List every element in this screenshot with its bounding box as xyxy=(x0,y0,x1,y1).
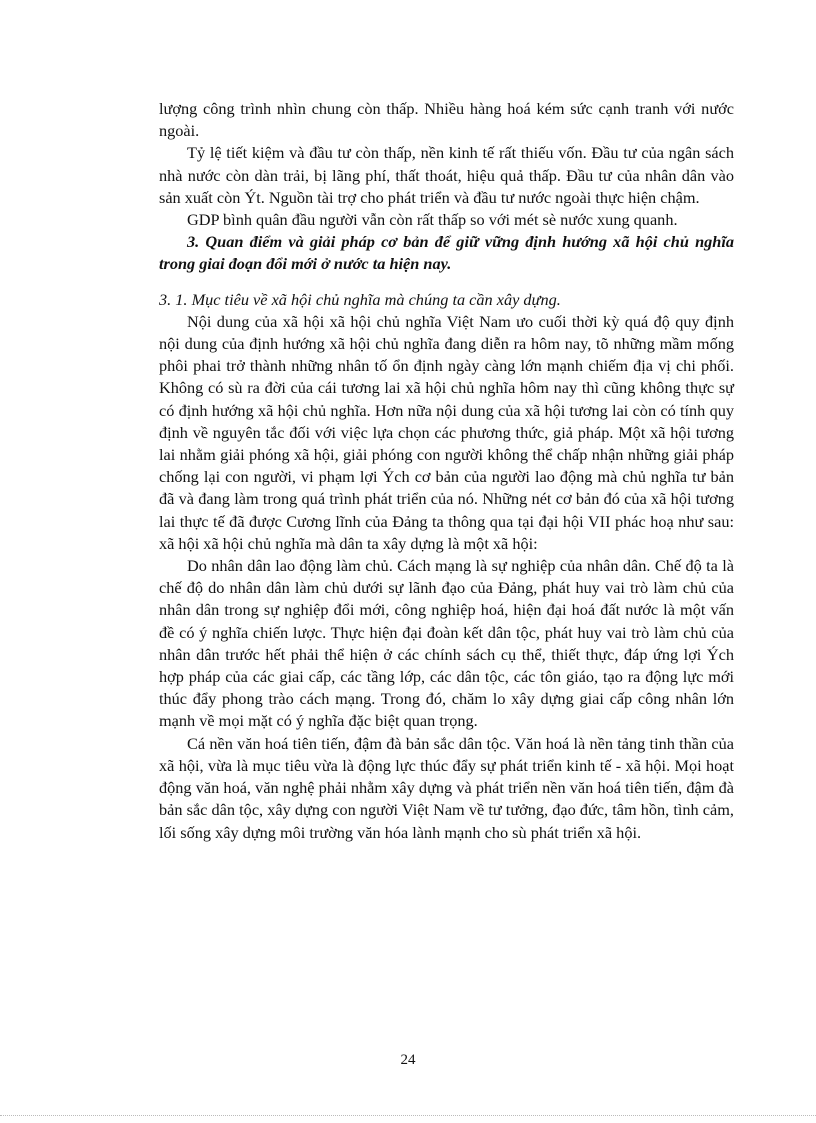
paragraph: Do nhân dân lao động làm chủ. Cách mạng là sự nghiệp của nhân dân. Chế độ ta là chế độ do nhân dân làm chủ dưới sự lãnh đạo của Đảng, phát huy vai trò làm chủ của nhân dân trong sự nghiệp đổi mới, công nghiệp hoá, hiện đại hoá đất nước là một vấn đề có ý nghĩa chiến lược. Thực hiện đại đoàn kết dân tộc, phát huy vai trò làm chủ của nhân dân trước hết phải thể hiện ở các chính sách cụ thể, thiết thực, đáp ứng lợi Ých hợp pháp của các giai cấp, các tầng lớp, các dân tộc, các tôn giáo, tạo ra động lực mới thúc đẩy phong trào cách mạng. Trong đó, chăm lo xây dựng giai cấp công nhân lớn mạnh về mọi mặt có ý nghĩa đặc biệt quan trọng. xyxy=(159,556,734,731)
paragraph: Tỷ lệ tiết kiệm và đầu tư còn thấp, nền kinh tế rất thiếu vốn. Đầu tư của ngân sách nhà nước còn dàn trải, bị lãng phí, thất thoát, hiệu quả thấp. Đầu tư của nhân dân vào sản xuất còn Ýt. Nguồn tài trợ cho phát triển và đầu tư nước ngoài thực hiện chậm. xyxy=(159,143,734,207)
body-text xyxy=(159,98,734,844)
paragraph: Cá nền văn hoá tiên tiến, đậm đà bản sắc dân tộc. Văn hoá là nền tảng tinh thần của xã hội, vừa là mục tiêu vừa là động lực thúc đẩy sự phát triển kinh tế - xã hội. Mọi hoạt động văn hoá, văn nghệ phải nhằm xây dựng và phát triển nền văn hoá tiên tiến, đậm đà bản sắc dân tộc, xây dựng con người Việt Nam về tư tưởng, đạo đức, tâm hồn, tình cảm, lối sống xây dựng môi trường văn hóa lành mạnh cho sù phát triển xã hội. xyxy=(159,733,734,842)
subsection-heading: 3. 1. Mục tiêu về xã hội chủ nghĩa mà chúng ta cần xây dựng. xyxy=(159,289,561,309)
section-heading: 3. Quan điểm và giải pháp cơ bản để giữ vững định hướng xã hội chủ nghĩa trong giai đoạn đổi mới ở nước ta hiện nay. xyxy=(159,232,734,274)
paragraph: lượng công trình nhìn chung còn thấp. Nhiều hàng hoá kém sức cạnh tranh với nước ngoài. xyxy=(159,99,734,141)
paragraph: GDP bình quân đầu người vẫn còn rất thấp so với mét sè nước xung quanh. xyxy=(187,210,678,230)
page-bottom-divider xyxy=(0,1115,816,1116)
page-number: 24 xyxy=(400,1052,416,1068)
paragraph: Nội dung của xã hội xã hội chủ nghĩa Việt Nam ưo cuối thời kỳ quá độ quy định nội dung của định hướng xã hội chủ nghĩa đang diễn ra hôm nay, tõ những mầm mống phôi phai trở thành những nhân tố ổn định ngày càng lớn mạnh chiếm địa vị chi phối. Không có sù ra đời của cái tương lai xã hội chủ nghĩa hôm nay thì cũng không thực sự có định hướng xã hội chủ nghĩa. Hơn nữa nội dung của xã hội tương lai còn có tính quy định về nguyên tắc đối với việc lựa chọn các phương thức, giả pháp. Một xã hội tương lai nhằm giải phóng xã hội, giải phóng con người không thể chấp nhận những giải pháp chống lại con người, vi phạm lợi Ých cơ bản của người lao động mà chủ nghĩa tư bản đã và đang làm trong quá trình phát triển của nó. Những nét cơ bản đó của xã hội tương lai thực tế đã được Cương lĩnh của Đảng ta thông qua tại đại hội VII phác hoạ như sau: xã hội xã hội chủ nghĩa mà dân ta xây dựng là một xã hội: xyxy=(159,311,734,553)
